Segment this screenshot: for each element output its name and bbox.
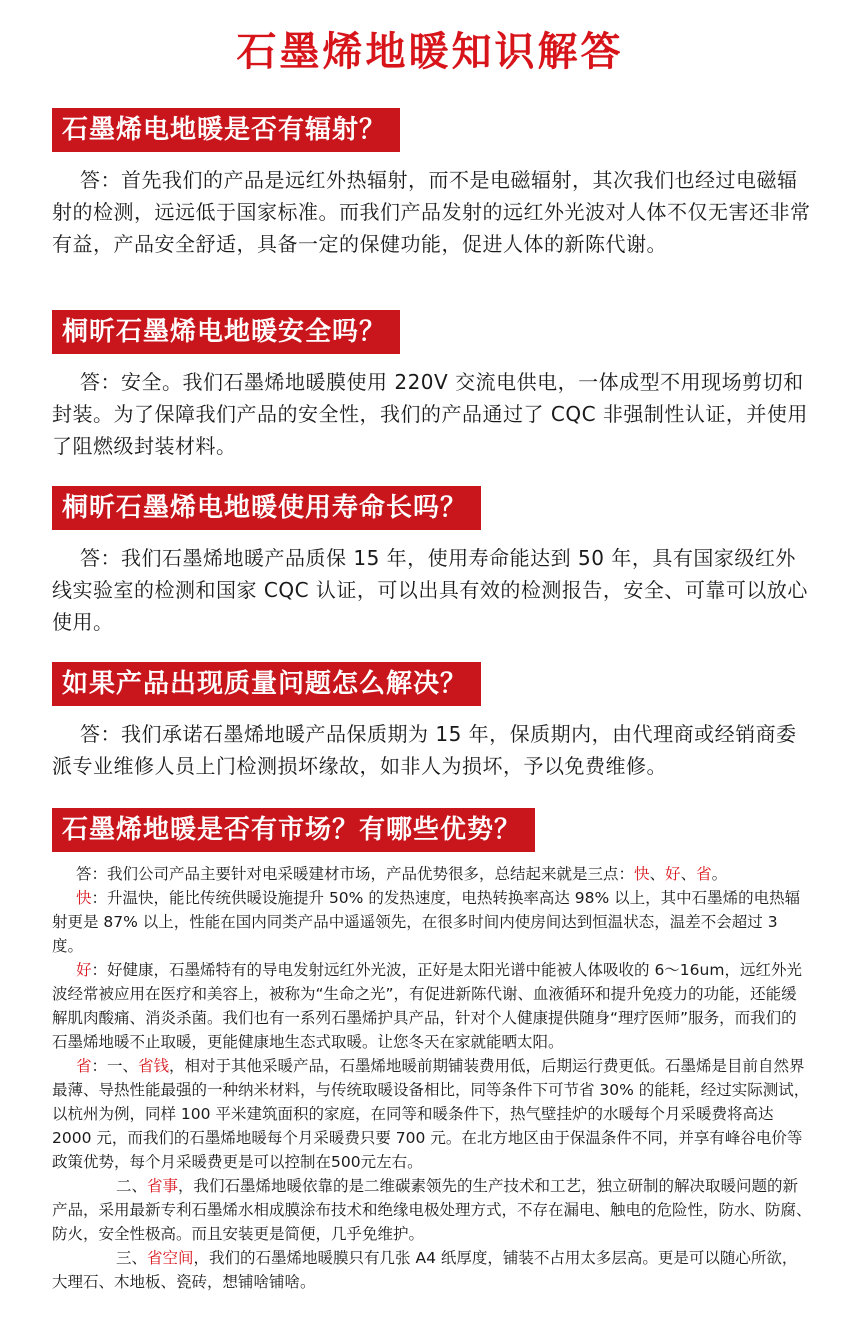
faq-quality (52, 662, 812, 782)
faq-lifespan (52, 486, 812, 638)
section-heading: 石墨烯地暖是否有市场？有哪些优势？ (52, 808, 535, 852)
section-heading: 桐昕石墨烯电地暖安全吗？ (52, 310, 400, 354)
faq-safety (52, 310, 812, 462)
section-heading: 石墨烯电地暖是否有辐射？ (52, 108, 400, 152)
section-heading: 如果产品出现质量问题怎么解决？ (52, 662, 481, 706)
keyword-good: 好 (665, 865, 681, 883)
market-answer (52, 862, 812, 1294)
section-answer: 答：我们石墨烯地暖产品质保 15 年，使用寿命能达到 50 年，具有国家级红外线实验室的检测和国家 CQC 认证，可以出具有效的检测报告，安全、可靠可以放心使用。 (52, 546, 808, 634)
market-fast: 快：升温快，能比传统供暖设施提升 50% 的发热速度，电热转换率高达 98% 以上，其中石墨烯的电热辐射更是 87% 以上，性能在国内同类产品中遥遥领先，在很多时间内使房间达到恒温状态，温差不会超过 3 度。 (52, 889, 801, 955)
market-save-three: 三、省空间，我们的石墨烯地暖膜只有几张 A4 纸厚度，铺装不占用太多层高。更是可以随心所欲，大理石、木地板、瓷砖，想铺啥铺啥。 (52, 1249, 798, 1291)
keyword-save-money: 省钱 (138, 1057, 170, 1075)
market-intro: 答：我们公司产品主要针对电采暖建材市场，产品优势很多，总结起来就是三点：快、好、省。 (76, 865, 728, 883)
section-answer: 答：我们承诺石墨烯地暖产品保质期为 15 年，保质期内，由代理商或经销商委派专业维修人员上门检测损坏缘故，如非人为损坏，予以免费维修。 (52, 722, 797, 778)
section-heading: 桐昕石墨烯电地暖使用寿命长吗？ (52, 486, 481, 530)
section-answer: 答：首先我们的产品是远红外热辐射，而不是电磁辐射，其次我们也经过电磁辐射的检测，远远低于国家标准。而我们产品发射的远红外光波对人体不仅无害还非常有益，产品安全舒适，具备一定的保健功能，促进人体的新陈代谢。 (52, 168, 811, 256)
keyword-fast: 快 (634, 865, 650, 883)
faq-market (52, 808, 812, 1294)
market-save-one: 省：一、省钱，相对于其他采暖产品，石墨烯地暖前期铺装费用低，后期运行费更低。石墨烯是目前自然界最薄、导热性能最强的一种纳米材料，与传统取暖设备相比，同等条件下可节省 30% 的能耗，经过实际测试，以杭州为例，同样 100 平米建筑面积的家庭，在同等和暖条件下，热气壁挂炉的水暖每个月采暖费将高达 2000 元，而我们的石墨烯地暖每个月采暖费只要 700 元。在北方地区由于保温条件不同，并享有峰谷电价等政策优势，每个月采暖费更是可以控制在500元左右。 (52, 1057, 810, 1171)
label-fast: 快 (76, 889, 92, 907)
faq-radiation (52, 108, 812, 260)
label-good: 好 (76, 961, 92, 979)
keyword-save-effort: 省事 (147, 1177, 179, 1195)
section-answer: 答：安全。我们石墨烯地暖膜使用 220V 交流电供电，一体成型不用现场剪切和封装。为了保障我们产品的安全性，我们的产品通过了 CQC 非强制性认证，并使用了阻燃级封装材料。 (52, 370, 808, 458)
market-good: 好：好健康，石墨烯特有的导电发射远红外光波，正好是太阳光谱中能被人体吸收的 6～16um，远红外光波经常被应用在医疗和美容上，被称为“生命之光”，有促进新陈代谢、血液循环和提升免疫力的功能，还能缓解肌肉酸痛、消炎杀菌。我们也有一系列石墨烯护具产品，针对个人健康提供随身“理疗医师”服务，而我们的石墨烯地暖不止取暖，更能健康地生态式取暖。让您冬天在家就能晒太阳。 (52, 961, 802, 1051)
label-save: 省 (76, 1057, 92, 1075)
page-title: 石墨烯地暖知识解答 (236, 29, 624, 75)
keyword-save-space: 省空间 (147, 1249, 194, 1267)
market-save-two: 二、省事，我们石墨烯地暖依靠的是二维碳素领先的生产技术和工艺，独立研制的解决取暖问题的新产品，采用最新专利石墨烯水相成膜涂布技术和绝缘电极处理方式，不存在漏电、触电的危险性，防水、防腐、防火，安全性极高。而且安装更是简便，几乎免维护。 (52, 1177, 812, 1243)
keyword-save: 省 (696, 865, 712, 883)
